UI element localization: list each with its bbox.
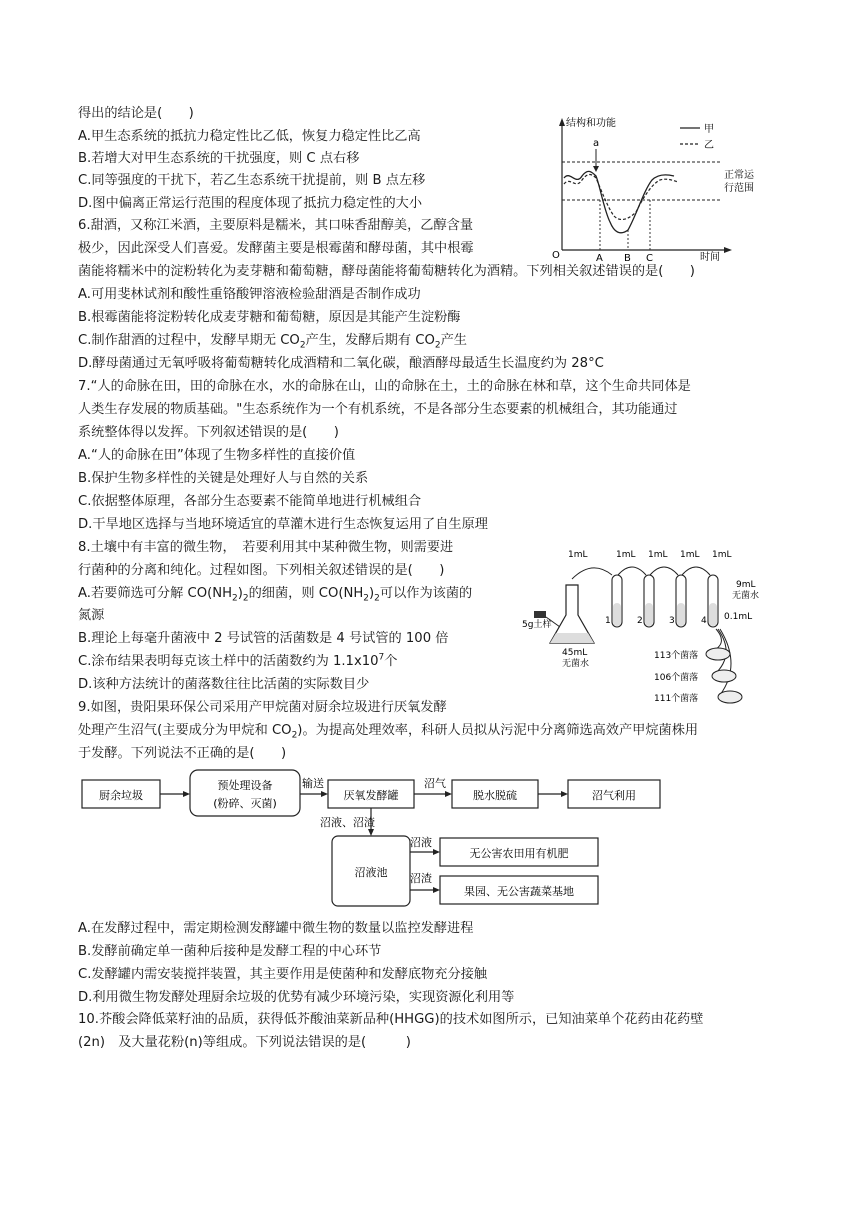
q5-option-a: A.甲生态系统的抵抗力稳定性比乙低，恢复力稳定性比乙高 [78,129,421,144]
transfer-label-3: 1mL [648,550,668,560]
colony-count-1: 113个菌落 [654,651,699,661]
arc-2 [618,567,646,575]
colony-count-3: 111个菌落 [654,694,699,704]
q9-option-a: A.在发酵过程中，需定期检测发酵罐中微生物的数量以监控发酵进程 [78,921,474,936]
range-label-2: 行范围 [724,183,754,194]
box-kitchen-waste-label: 厨余垃圾 [99,789,143,802]
q5-option-c: C.同等强度的干扰下，若乙生态系统干扰提前，则 B 点左移 [78,173,426,188]
flow-arrow-7-icon [433,887,440,893]
q9-line-2: 处理产生沼气(主要成分为甲烷和 $CO_2$)。为提高处理效率，科研人员拟从污泥中分离筛选高效产甲烷菌株用 [78,723,699,741]
q8-line-1: 8.土壤中有丰富的微生物， 若要利用其中某种微生物，则需要进 [78,540,454,555]
transfer-label-5: 1mL [712,550,732,560]
edge-transport: 输送 [302,777,324,790]
q9-option-d: D.利用微生物发酵处理厨余垃圾的优势有减少环境污染，实现资源化利用等 [78,990,515,1005]
q6-line-2: 极少，因此深受人们喜爱。发酵菌主要是根霉菌和酵母菌，其中根霉 [78,241,474,256]
tube-2 [644,575,654,627]
soil-sample-icon [534,611,546,618]
tube-water: 无菌水 [732,591,760,601]
edge-slurry: 沼液 [410,836,432,849]
q9-line-1: 9.如图，贵阳果环保公司采用产甲烷菌对厨余垃圾进行厌氧发酵 [78,700,447,715]
y-axis-arrow-icon [559,118,565,126]
q7-option-b: B.保护生物多样性的关键是处理好人与自然的关系 [78,471,369,486]
curve-yi [564,175,678,220]
legend-jia: 甲 [704,124,714,135]
transfer-label-1: 1mL [568,550,588,560]
box-pretreatment [190,770,300,816]
box-fermenter-label: 厌氧发酵罐 [343,789,399,802]
tube-3 [676,575,686,627]
box-slurry-pool-label: 沼液池 [354,866,388,879]
q7-line-1: 7.“人的命脉在田，田的命脉在水，水的命脉在山，山的命脉在土，土的命脉在林和草，这个生命共同体是 [78,379,691,394]
dilution-figure [520,545,800,705]
tube-4 [708,575,718,627]
soil-label: 5g土样 [522,620,552,630]
plate-1-icon [706,648,730,660]
box-pretreatment-sub: (粉碎、灭菌) [213,797,277,810]
flow-arrow-6-icon [433,849,440,855]
box-slurry-pool [332,836,410,906]
q10-line-1: 10.芥酸会降低菜籽油的品质，获得低芥酸油菜新品种(HHGG)的技术如图所示，已知油菜单个花药由花药壁 [78,1012,704,1027]
tick-c: C [646,253,653,262]
plate-3-icon [718,691,742,703]
box-orchard [440,876,598,904]
box-organic-fertilizer-label: 无公害农田用有机肥 [469,847,569,860]
q8-option-c: C.涂布结果表明每克该土样中的活菌数约为 $1.1x10^7$个 [78,652,398,669]
tube-number-2: 2 [637,616,643,626]
q5-option-b: B.若增大对甲生态系统的干扰强度，则 C 点右移 [78,151,360,166]
plate-2-icon [712,670,736,682]
q8-option-b: B.理论上每毫升菌液中 2 号试管的活菌数是 4 号试管的 100 倍 [78,631,449,646]
x-axis-label: 时间 [700,252,720,262]
tube-number-4: 4 [701,616,707,626]
edge-liquid-residue: 沼液、沼渣 [320,816,375,829]
box-organic-fertilizer [440,838,598,866]
legend-yi: 乙 [704,140,714,151]
q6-option-d: D.酵母菌通过无氧呼吸将葡萄糖转化成酒精和二氧化碳，酿酒酵母最适生长温度约为 28°C [78,356,604,371]
edge-biogas: 沼气 [424,777,446,790]
origin-label: O [552,250,560,261]
box-desulfurize [452,780,538,808]
q6-option-b: B.根霉菌能将淀粉转化成麦芽糖和葡萄糖，原因是其能产生淀粉酶 [78,310,461,325]
flow-arrow-2-icon [321,791,328,797]
q9-line-3: 于发酵。下列说法不正确的是( ) [78,746,287,761]
box-desulfurize-label: 脱水脱硫 [473,789,517,802]
flask-water: 无菌水 [562,659,590,669]
curve-jia [564,171,674,232]
mark-a: a [593,138,600,149]
tube-number-3: 3 [669,616,675,626]
q9-option-b: B.发酵前确定单一菌种后接种是发酵工程的中心环节 [78,944,382,959]
q5-stem: 得出的结论是( ) [78,106,194,121]
q7-option-c: C.依据整体原理，各部分生态要素不能简单地进行机械组合 [78,494,422,509]
y-axis-label: 结构和功能 [566,118,616,129]
transfer-label-2: 1mL [616,550,636,560]
tube-number-1: 1 [605,616,611,626]
flow-arrow-3-icon [445,791,452,797]
colony-count-2: 106个菌落 [654,673,699,683]
flask-liquid [550,633,594,643]
arc-3 [650,567,678,575]
q7-option-a: A.“人的命脉在田”体现了生物多样性的直接价值 [78,448,356,463]
box-kitchen-waste [82,780,160,808]
q10-line-2: (2n) 及大量花粉(n)等组成。下列说法错误的是( ) [78,1035,411,1050]
process-flowchart [80,766,680,914]
tube-1 [612,575,622,627]
tick-b: B [624,253,631,262]
tube-volume: 9mL [736,580,756,590]
q7-line-2: 人类生存发展的物质基础。"生态系统作为一个有机系统，不是各部分生态要素的机械组合，其功能通过 [78,402,678,417]
box-biogas-use-label: 沼气利用 [592,789,636,802]
flow-arrow-1-icon [183,791,190,797]
q8-option-a: A.若要筛选可分解 $CO(NH_2)_2$的细菌，则 $CO(NH_2)_2$可以作为该菌的 [78,586,473,604]
tick-a: A [596,253,603,262]
box-orchard-label: 果园、无公害蔬菜基地 [464,885,574,898]
q5-option-d: D.图中偏离正常运行范围的程度体现了抵抗力稳定性的大小 [78,196,423,211]
q6-line-3: 菌能将糯米中的淀粉转化为麦芽糖和葡萄糖，酵母菌能将葡萄糖转化为酒精。下列相关叙述错误的是( ) [78,264,695,279]
q8-option-d: D.该种方法统计的菌落数往往比活菌的实际数目少 [78,677,370,692]
x-axis-arrow-icon [724,247,732,253]
arc-4 [682,567,710,575]
flask-volume: 45mL [562,648,588,658]
q7-option-d: D.干旱地区选择与当地环境适宜的草灌木进行生态恢复运用了自生原理 [78,517,488,532]
stability-curve-figure [548,112,788,262]
mark-a-arrow-icon [593,166,599,172]
range-label-1: 正常运 [724,170,754,181]
box-biogas-use [568,780,660,808]
q8-option-a-cont: 氮源 [78,608,105,623]
box-pretreatment-label: 预处理设备 [217,779,273,792]
q6-line-1: 6.甜酒，又称江米酒，主要原料是糯米，其口味香甜醇美，乙醇含量 [78,218,474,233]
flow-arrow-4-icon [561,791,568,797]
edge-residue: 沼渣 [410,872,432,885]
plating-volume: 0.1mL [724,612,753,622]
q6-option-c: C.制作甜酒的过程中，发酵早期无 $CO_2$产生，发酵后期有 $CO_2$产生 [78,333,467,351]
q8-line-2: 行菌种的分离和纯化。过程如图。下列相关叙述错误的是( ) [78,563,445,578]
q6-option-a: A.可用斐林试剂和酸性重铬酸钾溶液检验甜酒是否制作成功 [78,287,421,302]
arc-1 [572,568,612,579]
transfer-label-4: 1mL [680,550,700,560]
box-fermenter [328,780,414,808]
flow-arrow-5-icon [368,829,374,836]
q9-option-c: C.发酵罐内需安装搅拌装置，其主要作用是使菌种和发酵底物充分接触 [78,967,488,982]
q7-line-3: 系统整体得以发挥。下列叙述错误的是( ) [78,425,339,440]
